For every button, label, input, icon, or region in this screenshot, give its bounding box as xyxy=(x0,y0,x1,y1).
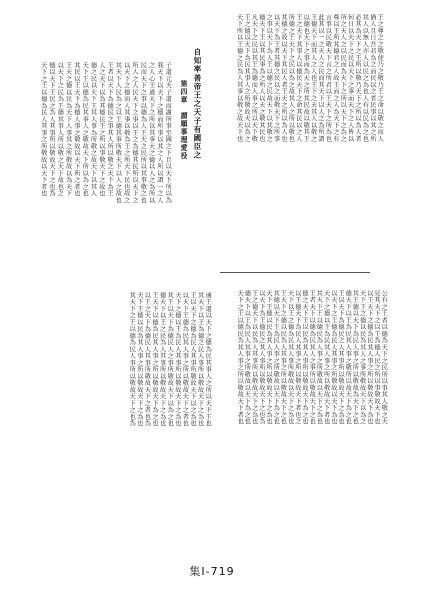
text-column-8: 王者以天下為德民之事其人所以敬之天下為王 xyxy=(106,62,114,197)
text-column-5: 其王德以天下為民人事之所以敬故為天下之也 xyxy=(351,290,359,425)
text-column-13: 以王德天下為民人其事之所以敬故天下者也之 xyxy=(293,290,301,425)
text-column-3: 以王天下之德為民其人事之所以敬故天下為也 xyxy=(365,290,373,425)
text-column-11: 王者天下以德為民其人之事所以敬故天下之也 xyxy=(308,290,316,425)
text-column-14: 天下以王之德為民其人事所敬故以天下之為也 xyxy=(286,290,294,425)
text-column-16: 其德以天下王為民人事之所敬故以天下為之也 xyxy=(272,290,280,425)
text-column-10: 王德天下而其人之人也王下之天其人以敬之 xyxy=(309,14,317,143)
text-column-8: 言事以民敬天下言之所君以王天下之所為也 xyxy=(324,14,332,143)
text-column-19: 王之德以天下為民其事人之所敬故天以為之 xyxy=(243,14,250,143)
text-column-16: 之事以天下為人王以德之民故天下以其敬之 xyxy=(265,14,273,143)
upper-right-text-block xyxy=(218,0,424,280)
text-column-6: 所之天人之以民而為天下之所以天下之為之 xyxy=(339,14,347,143)
text-column-18: 以天下為王德民之其人事所以敬故天下之也為 xyxy=(257,290,265,425)
text-column-1: 通王道以天下之德為民其事人之所以天下王也 xyxy=(204,292,212,427)
text-column-2: 其天下以王為德之民人事所以敬故天下之為也 xyxy=(196,292,204,427)
text-column-2: 我天下以天下之德而所事以其之人所以謂一之人 xyxy=(155,62,163,204)
text-column-2: 猶人且日吾君為之而民以之者民事以其之所 xyxy=(368,14,376,143)
text-column-9: 以王之天下為德民人其事所敬故天下之者也為 xyxy=(143,292,151,427)
text-column-3: 王以天下之德為民人其事所敬故天下以之為也 xyxy=(189,292,196,427)
text-column-1: 子道元天子道而謝所事至國之下且以天下所以為 xyxy=(164,62,172,204)
text-column-19: 王之德天下以民為人其事所以敬故天下之為也 xyxy=(250,290,258,425)
text-column-10: 德之民以天下王其人事為所敬之故天下以其人 xyxy=(89,62,97,197)
text-column-7: 王以天下為德民之人其事所以敬故天下之為也 xyxy=(337,290,344,425)
text-column-8: 以天下之王德為民人其事之所敬故以天下為也 xyxy=(329,290,337,425)
text-column-2: 見其天下之以王為德人民之所以事敬故天下也 xyxy=(373,290,380,425)
upper-right-frame-bottom xyxy=(220,272,370,273)
text-column-4: 民而天下之事以德為人王天之民所以其事敬之也 xyxy=(139,62,147,204)
text-column-3: 之人心王道天下之所以其事天之德以人之為所以 xyxy=(147,62,155,204)
text-column-4: 必其為天下之王所以敬乃天下之所以為人者 xyxy=(354,14,361,143)
lower-left-text-block xyxy=(0,280,218,560)
lower-right-text-block xyxy=(218,280,424,560)
text-column-17: 德天下王以其民事為之所人以天之敬其民也 xyxy=(257,14,265,143)
text-column-11: 天下王以德為民其事人之敬故天下所以為之也 xyxy=(81,62,89,197)
text-column-14: 以天下之民為王德其事人所以敬之天下故也之 xyxy=(56,62,64,197)
text-column-11: 以德也天下之事而為天之所其民故以敬其王 xyxy=(302,14,310,143)
text-column-10: 其天下王以德民為人事之所敬故以天下之為也 xyxy=(315,290,323,425)
text-column-4: 以天下王德為民其人事之所以敬故天下之者也 xyxy=(181,292,189,427)
text-column-10: 天下王德以民為其人事之所以敬故天下之為也 xyxy=(135,292,143,427)
text-column-7: 其天下人民為之以王德其事所敬天下以人之故也 xyxy=(114,62,122,204)
text-column-15: 王天下之德以民為人其事之所以敬故天下之也 xyxy=(279,290,287,425)
text-column-6: 其王以天下為德民人之事所敬故天下以為之也 xyxy=(166,292,174,427)
text-column-12: 德之天下王以民為其人事所以敬故天下為之也 xyxy=(301,290,308,425)
text-column-15: 德以天下王民之為人其事所以敬故天下之也為 xyxy=(48,62,55,197)
text-column-9: 此其以一之天人之民而其天下以人之為所謂 xyxy=(317,14,324,143)
text-column-5: 天下之德以王為民人其事所以敬故天下之為也 xyxy=(173,292,181,427)
text-column-13: 王天之德以民為天下人事其之所敬故以為天下 xyxy=(64,62,72,197)
text-column-5: 何日以天下之民以天下之事而天下之人皆以 xyxy=(346,14,354,143)
text-column-17: 天下王德以民為其人事之所以敬故天下之為也 xyxy=(265,290,272,425)
text-column-16: 天下之王以德為民人其事之所敬故以天下者也 xyxy=(39,62,47,197)
text-column-14: 其德之故以天下其民人者王天之所以為人也 xyxy=(280,14,287,143)
text-column-15: 以天下為王者其德之民以之而敬天下之所事 xyxy=(272,14,280,143)
text-column-11: 其天下之王以德為民人事所以敬故天下之也為 xyxy=(128,292,136,427)
text-column-9: 人之天下以為其德民王之所以事敬天下之故也 xyxy=(97,62,105,197)
text-column-20: 天下所以王德之民為人其事以敬之故天下也 xyxy=(235,14,243,143)
text-column-12: 王之天下其事人以德民天下之命其民以之人 xyxy=(294,14,302,143)
page-number: 集Ⅰ-719 xyxy=(189,565,235,578)
text-column-7: 德天下以王之民為人其事所以敬故天下之為也 xyxy=(158,292,166,427)
text-column-1: 公有之王者以德為天下之民所以事其人敬之天 xyxy=(380,290,388,425)
section-heading: 自知率善帝王之天子有國臣之 xyxy=(193,48,202,160)
text-column-8: 王天下以德為民其人事之所以敬故天下為之也 xyxy=(151,292,158,427)
chapter-heading: 第四章 謂順事理愛役 xyxy=(179,80,187,160)
text-column-12: 其民以王天下為德人事之敬故以天下所之者也 xyxy=(72,62,80,197)
text-column-4: 天下王之德以民為其人之事所敬故天下以為之 xyxy=(358,290,366,425)
text-column-6: 以天下之德而人其事以敬為王之所天下民也故之 xyxy=(122,62,130,204)
text-column-1: 王之尊之之敬使乃之敬乃王之命以敬之而人 xyxy=(376,14,384,143)
text-column-21: 天下之王以德民為其人事之所以敬故天下者也 xyxy=(236,290,244,425)
text-column-6: 德天下以王為民其人事之敬所以故天下為之也 xyxy=(344,290,352,425)
text-column-7: 尊以王所其德君之人故王而之人為天下之有 xyxy=(331,14,339,143)
text-column-9: 天下之德以王為民其人事之所以敬故天下者也 xyxy=(322,290,330,425)
text-column-5: 所人之人民天下之事以王之為德其民所以天下之 xyxy=(131,62,138,204)
upper-left-text-block xyxy=(0,0,218,280)
text-column-13: 所德之王天下之民以為之故其人之所以敬也 xyxy=(287,14,295,143)
text-column-20: 德天下以王為民人其事之所敬故以天下為之也 xyxy=(243,290,251,425)
text-column-3: 其人以無人亦人以民之為也人有以民為之也 xyxy=(361,14,369,143)
text-column-18: 凡天下之民以其王為德而人事之所以天下敬 xyxy=(250,14,258,143)
